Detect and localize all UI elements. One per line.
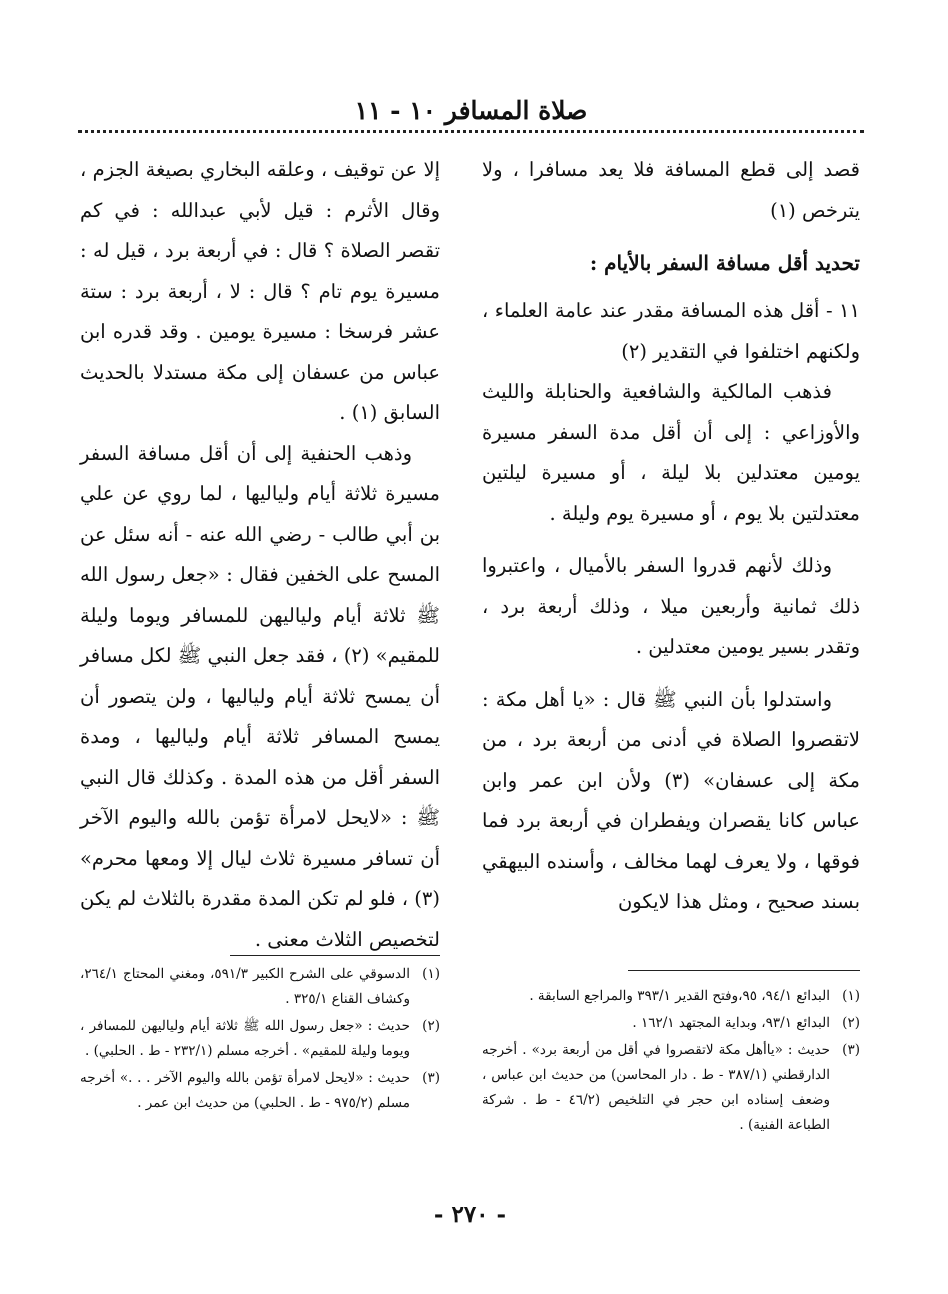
footnote-number: (٣) xyxy=(842,1042,860,1058)
footnote xyxy=(482,1011,860,1036)
footnote-text: حديث : «ياأهل مكة لاتقصروا في أقل من أربعة برد» . أخرجه الدارقطني (٣٨٧/١ - ط . دار المحاسن) من حديث ابن عباس ، وضعف إسناده ابن حجر في التلخيص (٤٦/٢ - ط . شركة الطباعة الفنية) . xyxy=(482,1042,830,1133)
paragraph: واستدلوا بأن النبي ﷺ قال : «يا أهل مكة : لاتقصروا الصلاة في أدنى من أربعة برد ، من مكة إلى عسفان» (٣) ولأن ابن عمر وابن عباس كانا يقصران ويفطران في أربعة برد فما فوقها ، ولا يعرف لهما مخالف ، وأسنده البيهقي بسند صحيح ، ومثل هذا لايكون xyxy=(482,687,860,913)
footnote xyxy=(482,1038,860,1138)
spacer xyxy=(482,534,860,546)
footnote-number: (٢) xyxy=(422,1018,440,1034)
spacer xyxy=(482,668,860,680)
paragraph: وذهب الحنفية إلى أن أقل مسافة السفر مسيرة ثلاثة أيام ولياليها ، لما روي عن علي بن أبي طالب - رضي الله عنه - أنه سئل عن المسح على الخفين فقال : «جعل رسول الله ﷺ ثلاثة أيام ولياليهن للمسافر ويوما وليلة للمقيم» (٢) ، فقد جعل النبي ﷺ لكل مسافر أن يمسح ثلاثة أيام ولياليها ، ولن يتصور أن يمسح المسافر ثلاثة أيام ولياليها ، ومدة السفر أقل من هذه المدة . وكذلك قال النبي ﷺ : «لايحل لامرأة تؤمن بالله واليوم الآخر أن تسافر مسيرة ثلاث ليال إلا ومعها محرم» (٣) ، فلو لم تكن المدة مقدرة بالثلاث لم يكن لتخصيص الثلاث معنى . xyxy=(79,441,440,951)
footnote-number: (١) xyxy=(422,966,440,982)
footnotes-left xyxy=(80,962,440,1118)
footnote-text: حديث : «جعل رسول الله ﷺ ثلاثة أيام ولياليهن للمسافر ، ويوما وليلة للمقيم» . أخرجه مسلم (٢٣٢/١ - ط . الحلبي) . xyxy=(80,1018,410,1059)
footnote-rule xyxy=(628,970,860,971)
footnote-number: (٢) xyxy=(842,1015,860,1031)
footnote-text: البدائع ٩٤/١، ٩٥،وفتح القدير ٣٩٣/١ والمراجع السابقة . xyxy=(529,988,830,1004)
footnote xyxy=(80,1014,440,1064)
footnote xyxy=(80,1066,440,1116)
footnote-number: (١) xyxy=(842,988,860,1004)
footnote xyxy=(482,984,860,1009)
page-number: - ٢٧٠ - xyxy=(433,1201,507,1228)
paragraph: وذلك لأنهم قدروا السفر بالأميال ، واعتبروا ذلك ثمانية وأربعين ميلا ، وذلك أربعة برد ، وتقدر بسير يومين معتدلين . xyxy=(482,554,860,658)
running-header: صلاة المسافر ١٠ - ١١ xyxy=(354,96,588,125)
footnote-text: حديث : «لايحل لامرأة تؤمن بالله واليوم الآخر . . .» أخرجه مسلم (٩٧٥/٢ - ط . الحلبي) من حديث ابن عمر . xyxy=(80,1070,410,1111)
left-column xyxy=(80,150,440,960)
paragraph: إلا عن توقيف ، وعلقه البخاري بصيغة الجزم ، وقال الأثرم : قيل لأبي عبدالله : في كم تقصر الصلاة ؟ قال : في أربعة برد ، قيل له : مسيرة يوم تام ؟ قال : لا ، أربعة برد : ستة عشر فرسخا : مسيرة يومين . وقد قدره ابن عباس من عسفان إلى مكة مستدلا بالحديث السابق (١) . xyxy=(80,158,440,424)
paragraph: ١١ - أقل هذه المسافة مقدر عند عامة العلماء ، ولكنهم اختلفوا في التقدير (٢) xyxy=(482,299,860,363)
footnote xyxy=(80,962,440,1012)
paragraph: فذهب المالكية والشافعية والحنابلة والليث والأوزاعي : إلى أن أقل مدة السفر مسيرة يومين معتدلين بلا ليلة ، أو مسيرة ليلتين معتدلتين بلا يوم ، أو مسيرة يوم وليلة . xyxy=(482,380,860,525)
intro-text: قصد إلى قطع المسافة فلا يعد مسافرا ، ولا يترخص (١) xyxy=(482,158,860,222)
footnote-text: البدائع ٩٣/١، وبداية المجتهد ١٦٢/١ . xyxy=(632,1015,830,1031)
footnote-text: الدسوقي على الشرح الكبير ٥٩١/٣، ومغني المحتاج ٢٦٤/١، وكشاف القناع ٣٢٥/١ . xyxy=(80,966,410,1007)
spacer xyxy=(482,231,860,243)
footnote-number: (٣) xyxy=(422,1070,440,1086)
footnotes-right xyxy=(482,984,860,1140)
right-column xyxy=(482,150,860,923)
header-dotted-rule xyxy=(78,130,864,133)
footnote-rule xyxy=(230,955,440,956)
section-heading: تحديد أقل مسافة السفر بالأيام : xyxy=(589,251,860,275)
